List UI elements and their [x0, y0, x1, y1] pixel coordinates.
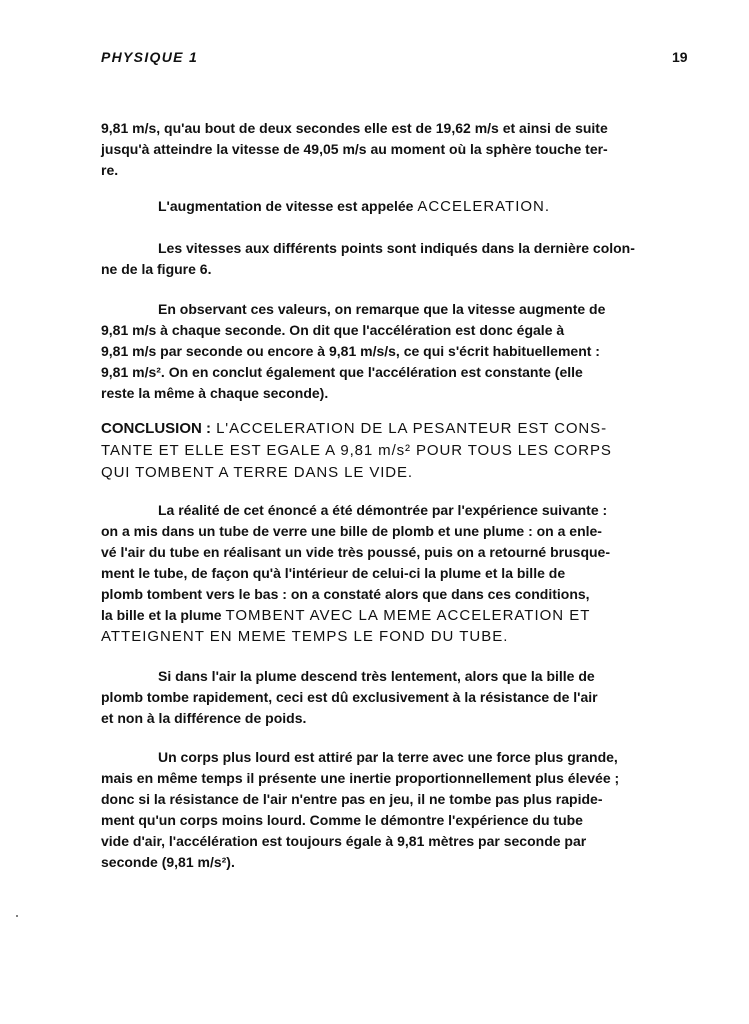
text-line: on a mis dans un tube de verre une bille de plomb et une plume : on a enle-	[101, 523, 602, 539]
text-line: donc si la résistance de l'air n'entre pas en jeu, il ne tombe pas plus rapide-	[101, 791, 603, 807]
paragraph-observation	[101, 299, 691, 404]
text-line: vé l'air du tube en réalisant un vide très poussé, puis on a retourné brusque-	[101, 544, 610, 560]
text-span: la bille et la plume	[101, 607, 226, 623]
paragraph-experiment	[101, 500, 691, 647]
emphasis-same-acceleration: TOMBENT AVEC LA MEME ACCELERATION ET	[225, 607, 591, 624]
text-line: ment qu'un corps moins lourd. Comme le démontre l'expérience du tube	[101, 812, 583, 828]
text-line: QUI TOMBENT A TERRE DANS LE VIDE.	[101, 464, 414, 481]
emphasis-acceleration: ACCELERATION.	[417, 198, 551, 215]
text-span: L'ACCELERATION DE LA PESANTEUR EST CONS-	[211, 420, 607, 437]
paragraph-conclusion	[101, 418, 691, 484]
text-line: et non à la différence de poids.	[101, 710, 307, 726]
text-line: Un corps plus lourd est attiré par la terre avec une force plus grande,	[158, 749, 618, 765]
text-line: Si dans l'air la plume descend très lentement, alors que la bille de	[158, 668, 595, 684]
text-line: 9,81 m/s, qu'au bout de deux secondes elle est de 19,62 m/s et ainsi de suite	[101, 120, 608, 136]
text-line: ment le tube, de façon qu'à l'intérieur de celui-ci la plume et la bille de	[101, 565, 566, 581]
text-line: re.	[101, 162, 119, 178]
text-line: En observant ces valeurs, on remarque que la vitesse augmente de	[158, 301, 606, 317]
text-line: ne de la figure 6.	[101, 261, 212, 277]
text-line	[101, 605, 691, 626]
text-line: 9,81 m/s par seconde ou encore à 9,81 m/s/s, ce qui s'écrit habituellement :	[101, 343, 600, 359]
text-line: jusqu'à atteindre la vitesse de 49,05 m/s au moment où la sphère touche ter-	[101, 141, 608, 157]
text-line: plomb tombent vers le bas : on a constaté alors que dans ces conditions,	[101, 586, 590, 602]
text-line: 9,81 m/s à chaque seconde. On dit que l'accélération est donc égale à	[101, 322, 565, 338]
paragraph-velocities	[101, 238, 691, 280]
text-line	[101, 196, 691, 217]
text-line: mais en même temps il présente une inertie proportionnellement plus élevée ;	[101, 770, 620, 786]
text-line: vide d'air, l'accélération est toujours égale à 9,81 mètres par seconde par	[101, 833, 587, 849]
text-span: L'augmentation de vitesse est appelée	[158, 198, 418, 214]
paragraph-inertia	[101, 747, 691, 873]
emphasis-same-time: ATTEIGNENT EN MEME TEMPS LE FOND DU TUBE.	[101, 628, 509, 645]
text-line: La réalité de cet énoncé a été démontrée par l'expérience suivante :	[158, 502, 608, 518]
body-text	[101, 118, 691, 873]
text-line: reste la même à chaque seconde).	[101, 385, 329, 401]
text-line	[101, 418, 691, 440]
page-number: 19	[672, 49, 688, 65]
paragraph-acceleration-definition	[101, 196, 691, 217]
text-line: seconde (9,81 m/s²).	[101, 854, 235, 870]
text-line: TANTE ET ELLE EST EGALE A 9,81 m/s² POUR TOUS LES CORPS	[101, 442, 612, 459]
text-line: Les vitesses aux différents points sont indiqués dans la dernière colon-	[158, 240, 635, 256]
paragraph-air-resistance	[101, 666, 691, 729]
running-title: PHYSIQUE 1	[101, 49, 199, 65]
text-line: plomb tombe rapidement, ceci est dû exclusivement à la résistance de l'air	[101, 689, 598, 705]
scan-speck	[16, 915, 18, 917]
conclusion-label: CONCLUSION :	[101, 420, 211, 437]
text-line: 9,81 m/s². On en conclut également que l'accélération est constante (elle	[101, 364, 583, 380]
paragraph-continuation	[101, 118, 691, 181]
